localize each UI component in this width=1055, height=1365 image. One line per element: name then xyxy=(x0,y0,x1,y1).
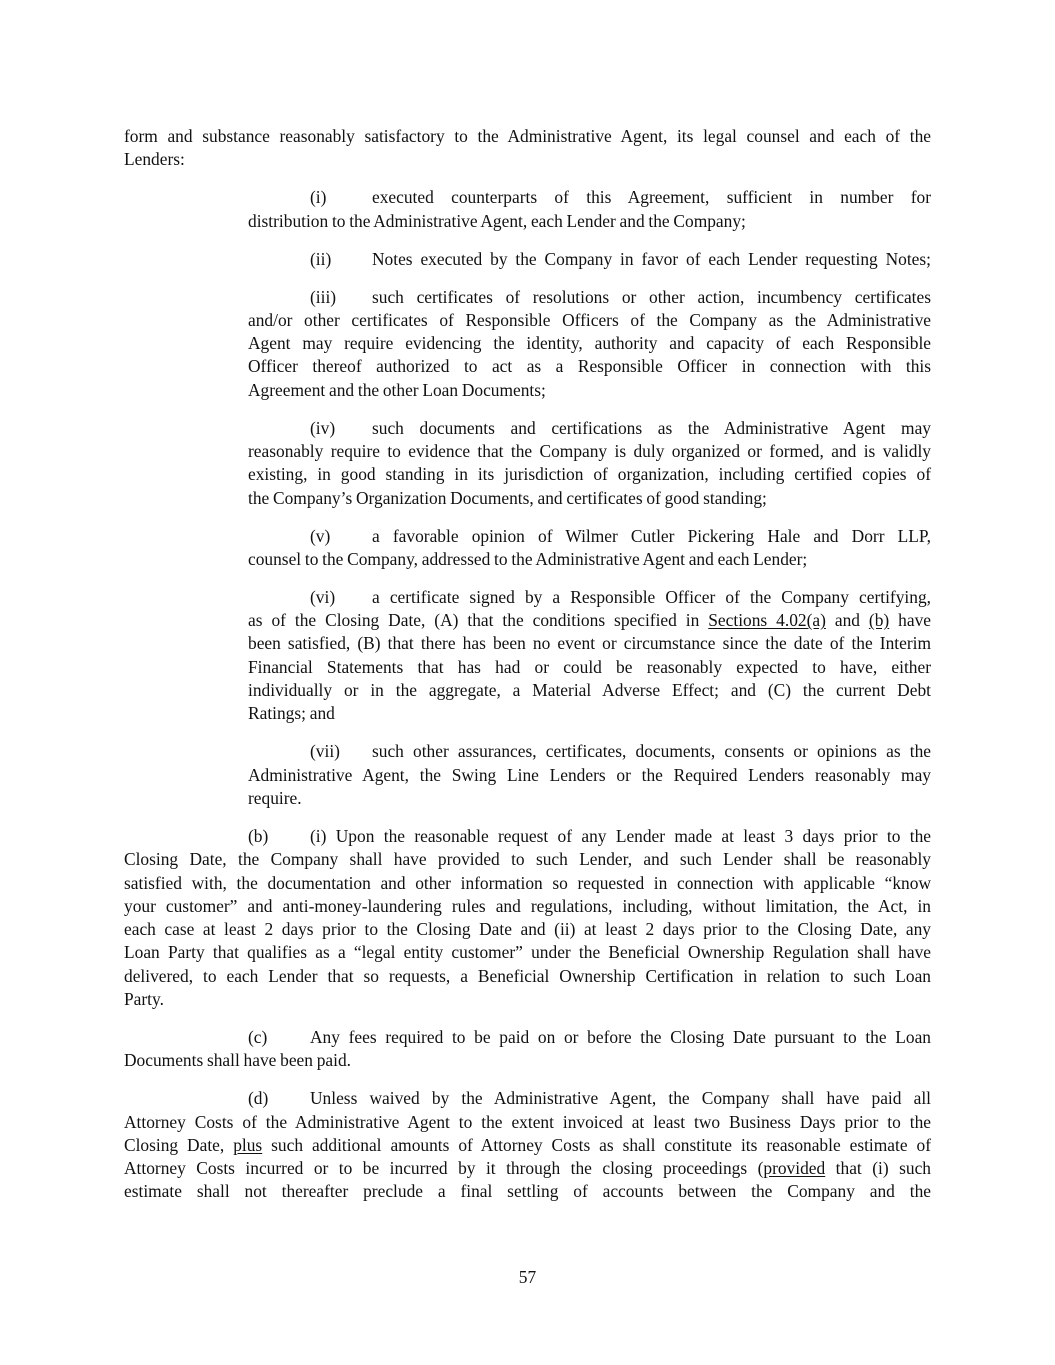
text-segment: such certificates of resolutions or other action, incumbency certificates xyxy=(372,286,931,307)
text-line xyxy=(248,186,931,209)
cross-reference: plus xyxy=(233,1134,263,1155)
text-segment: been satisfied, (B) that there has been no event or circumstance since the date of the Interim xyxy=(248,633,931,654)
text-segment: Lenders: xyxy=(124,149,185,170)
item-label: (b) xyxy=(248,825,269,846)
text-line xyxy=(248,656,931,679)
item-iii xyxy=(248,286,931,402)
text-segment: have xyxy=(889,610,931,631)
text-line xyxy=(124,965,931,988)
text-line xyxy=(124,148,931,171)
text-segment: a favorable opinion of Wilmer Cutler Pickering Hale and Dorr LLP, xyxy=(372,525,931,546)
text-line xyxy=(248,740,931,763)
item-label: (d) xyxy=(248,1088,269,1109)
text-line xyxy=(248,609,931,632)
text-segment: form and substance reasonably satisfactory to the Administrative Agent, its legal counsel and each of the xyxy=(124,126,931,146)
text-segment: Loan Party that qualifies as a “legal entity customer” under the Beneficial Ownership Regulation shall have xyxy=(124,942,931,963)
text-segment: as of the Closing Date, (A) that the conditions specified in xyxy=(248,610,709,631)
item-label: (iii) xyxy=(310,286,337,307)
item-iv xyxy=(248,417,931,510)
line-text xyxy=(248,609,931,632)
text-segment: Agreement and the other Loan Documents; xyxy=(248,379,546,400)
text-segment: distribution to the Administrative Agent, each Lender and the Company; xyxy=(248,210,746,231)
line-text xyxy=(248,440,931,463)
text-line xyxy=(248,463,931,486)
text-line xyxy=(248,417,931,440)
line-text xyxy=(124,825,931,848)
item-label: (v) xyxy=(310,525,331,546)
text-line xyxy=(124,1134,931,1157)
text-line xyxy=(248,248,931,271)
line-text xyxy=(248,632,931,655)
text-segment: individually or in the aggregate, a Material Adverse Effect; and (C) the current Debt xyxy=(248,680,931,701)
text-segment: executed counterparts of this Agreement, sufficient in number for xyxy=(372,187,931,208)
section-b xyxy=(124,825,931,1011)
text-segment: Officer thereof authorized to act as a Responsible Officer in connection with this xyxy=(248,356,931,377)
line-text xyxy=(248,548,931,571)
text-line xyxy=(248,332,931,355)
text-segment: Documents shall have been paid. xyxy=(124,1050,351,1071)
text-line xyxy=(248,286,931,309)
text-segment: Administrative Agent, the Swing Line Lenders or the Required Lenders reasonably may xyxy=(248,764,931,785)
line-text xyxy=(248,355,931,378)
text-segment: (i) Upon the reasonable request of any Lender made at least 3 days prior to the xyxy=(310,825,931,846)
item-i xyxy=(248,186,931,233)
text-line xyxy=(124,1049,931,1072)
line-text xyxy=(124,988,931,1011)
cross-reference: provided xyxy=(763,1158,826,1179)
line-text xyxy=(248,186,931,209)
line-text xyxy=(248,309,931,332)
text-line xyxy=(248,632,931,655)
line-text xyxy=(248,525,931,548)
text-line xyxy=(248,525,931,548)
item-label: (iv) xyxy=(310,417,336,438)
text-segment: Unless waived by the Administrative Agent, the Company shall have paid all xyxy=(310,1088,931,1109)
line-text xyxy=(248,656,931,679)
item-ii xyxy=(248,248,931,271)
section-c xyxy=(124,1026,931,1073)
line-text xyxy=(124,1087,931,1110)
text-segment: estimate shall not thereafter preclude a final settling of accounts between the Company and the xyxy=(124,1181,931,1202)
text-segment: and xyxy=(825,610,869,631)
line-text xyxy=(248,679,931,702)
line-text xyxy=(124,1111,931,1134)
item-label: (ii) xyxy=(310,248,332,269)
text-line xyxy=(248,787,931,810)
text-line xyxy=(248,679,931,702)
text-segment: and/or other certificates of Responsible Officers of the Company as the Administrative xyxy=(248,309,931,330)
text-segment: Attorney Costs incurred or to be incurred by it through the closing proceedings ( xyxy=(124,1158,764,1179)
text-line xyxy=(248,702,931,725)
text-segment: satisfied with, the documentation and other information so requested in connection with applicable “know xyxy=(124,872,931,893)
text-segment: the Company’s Organization Documents, and certificates of good standing; xyxy=(248,487,767,508)
text-segment: such other assurances, certificates, documents, consents or opinions as the xyxy=(372,741,931,762)
paragraph-intro xyxy=(124,125,931,172)
text-line xyxy=(248,548,931,571)
item-label: (c) xyxy=(248,1026,268,1047)
line-text xyxy=(124,872,931,895)
text-segment: require. xyxy=(248,787,302,808)
line-text xyxy=(248,586,931,609)
text-line xyxy=(124,872,931,895)
text-segment: Ratings; and xyxy=(248,703,335,724)
text-segment: Financial Statements that has had or could be reasonably expected to have, either xyxy=(248,656,931,677)
text-line xyxy=(124,1087,931,1110)
text-segment: Notes executed by the Company in favor of each Lender requesting Notes; xyxy=(372,248,931,269)
line-text xyxy=(248,379,931,402)
text-segment: Party. xyxy=(124,989,164,1009)
text-line xyxy=(248,586,931,609)
text-segment: that (i) such xyxy=(825,1158,931,1179)
line-text xyxy=(248,417,931,440)
line-text xyxy=(248,463,931,486)
line-text xyxy=(124,895,931,918)
text-segment: your customer” and anti-money-laundering rules and regulations, including, without limitation, the Act, in xyxy=(124,895,931,916)
line-text xyxy=(248,702,931,725)
text-line xyxy=(124,125,931,148)
text-line xyxy=(124,988,931,1011)
text-line xyxy=(124,1111,931,1134)
line-text xyxy=(124,148,931,171)
text-segment: each case at least 2 days prior to the Closing Date and (ii) at least 2 days prior to the Closing Date, any xyxy=(124,919,931,940)
text-line xyxy=(248,764,931,787)
text-line xyxy=(124,825,931,848)
text-line xyxy=(248,355,931,378)
line-text xyxy=(248,332,931,355)
item-vi xyxy=(248,586,931,726)
line-text xyxy=(248,248,931,271)
line-text xyxy=(248,787,931,810)
line-text xyxy=(248,764,931,787)
text-segment: delivered, to each Lender that so requests, a Beneficial Ownership Certification in relation to such Loan xyxy=(124,965,931,986)
item-v xyxy=(248,525,931,572)
line-text xyxy=(124,1026,931,1049)
cross-reference: (b) xyxy=(868,610,890,631)
text-segment: existing, in good standing in its jurisdiction of organization, including certified copies of xyxy=(248,464,931,485)
text-line xyxy=(248,379,931,402)
text-line xyxy=(124,918,931,941)
text-segment: reasonably require to evidence that the Company is duly organized or formed, and is validly xyxy=(248,441,931,462)
line-text xyxy=(124,1157,931,1180)
document-body xyxy=(0,125,1055,1218)
text-segment: a certificate signed by a Responsible Officer of the Company certifying, xyxy=(372,586,931,607)
page-number: 57 xyxy=(518,1267,537,1287)
text-line xyxy=(248,309,931,332)
text-line xyxy=(248,440,931,463)
section-d xyxy=(124,1087,931,1203)
line-text xyxy=(124,1049,931,1072)
line-text xyxy=(248,740,931,763)
item-label: (vii) xyxy=(310,741,340,762)
text-segment: Any fees required to be paid on or before the Closing Date pursuant to the Loan xyxy=(310,1026,931,1047)
text-line xyxy=(124,1026,931,1049)
text-segment: Agent may require evidencing the identity, authority and capacity of each Responsible xyxy=(248,333,931,354)
line-text xyxy=(248,487,931,510)
text-line xyxy=(248,210,931,233)
text-segment: Attorney Costs of the Administrative Agent to the extent invoiced at least two Business Days prior to the xyxy=(124,1111,931,1132)
text-line xyxy=(124,848,931,871)
item-label: (vi) xyxy=(310,586,336,607)
text-segment: Closing Date, the Company shall have provided to such Lender, and such Lender shall be reasonably xyxy=(124,849,931,870)
line-text xyxy=(124,1180,931,1203)
line-text xyxy=(124,848,931,871)
text-segment: Closing Date, xyxy=(124,1134,234,1155)
line-text xyxy=(124,1134,931,1157)
line-text xyxy=(124,918,931,941)
text-line xyxy=(248,487,931,510)
text-line xyxy=(124,895,931,918)
text-segment: such documents and certifications as the Administrative Agent may xyxy=(372,417,931,438)
line-text xyxy=(124,965,931,988)
line-text xyxy=(248,210,931,233)
line-text xyxy=(248,286,931,309)
line-text xyxy=(124,941,931,964)
line-text xyxy=(124,125,931,148)
text-segment: such additional amounts of Attorney Costs as shall constitute its reasonable estimate of xyxy=(262,1134,931,1155)
text-line xyxy=(124,941,931,964)
cross-reference: Sections 4.02(a) xyxy=(708,610,826,631)
item-label: (i) xyxy=(310,187,327,208)
text-line xyxy=(124,1180,931,1203)
text-segment: counsel to the Company, addressed to the Administrative Agent and each Lender; xyxy=(248,548,808,569)
text-line xyxy=(124,1157,931,1180)
item-vii xyxy=(248,740,931,810)
